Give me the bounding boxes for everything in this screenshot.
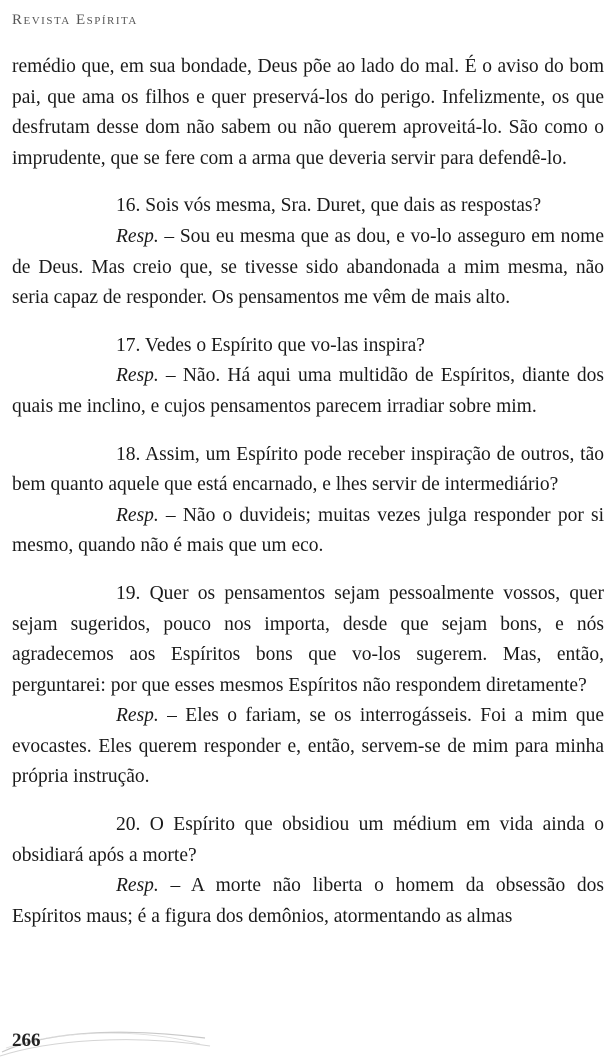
question-16: 16. Sois vós mesma, Sra. Duret, que dais as respostas?	[116, 195, 542, 217]
running-header: Revista Espírita	[12, 12, 138, 28]
answer-text: – Não. Há aqui uma multidão de Espíritos, diante dos quais me inclino, e cujos pensamentos parecem irradiar sobre mim.	[12, 365, 604, 417]
resp-label: Resp.	[116, 705, 159, 727]
resp-label: Resp.	[116, 504, 159, 526]
resp-label: Resp.	[116, 875, 159, 897]
resp-label: Resp.	[116, 225, 159, 247]
paragraph-intro: remédio que, em sua bondade, Deus põe ao lado do mal. É o aviso do bom pai, que ama os filhos e quer preservá-los do perigo. Infelizmente, os que desfrutam desse dom não sabem ou não querem aproveitá-lo. São como o imprudente, que se fere com a arma que deveria servir para defendê-lo.	[12, 56, 604, 169]
question-17: 17. Vedes o Espírito que vo-las inspira?	[116, 334, 425, 356]
answer-19	[12, 701, 604, 793]
answer-text: – Não o duvideis; muitas vezes julga responder por si mesmo, quando não é mais que um eco.	[12, 504, 604, 557]
answer-18	[12, 501, 604, 562]
answer-text: – Eles o fariam, se os interrogásseis. Foi a mim que evocastes. Eles querem responder e, então, servem-se de mim para minha própria instrução.	[12, 705, 604, 788]
question-19: 19. Quer os pensamentos sejam pessoalmente vossos, quer sejam sugeridos, pouco nos importa, desde que sejam bons, e nós agradecemos aos Espíritos bons que vo-los sugerem. Mas, então, perguntarei: por que esses mesmos Espíritos não respondem diretamente?	[12, 582, 604, 696]
answer-text: – A morte não liberta o homem da obsessão dos Espíritos maus; é a figura dos demônios, atormentando as almas	[12, 875, 604, 927]
answer-20	[12, 871, 604, 932]
question-20: 20. O Espírito que obsidiou um médium em vida ainda o obsidiará após a morte?	[12, 814, 604, 866]
question-18: 18. Assim, um Espírito pode receber inspiração de outros, tão bem quanto aquele que está encarnado, e lhes servir de intermediário?	[12, 443, 604, 496]
answer-16	[12, 222, 604, 314]
resp-label: Resp.	[116, 365, 159, 387]
answer-text: – Sou eu mesma que as dou, e vo-lo asseguro em nome de Deus. Mas creio que, se tivesse sido abandonada a mim mesma, não seria capaz de responder. Os pensamentos me vêm de mais alto.	[12, 225, 604, 309]
page-number: 266	[12, 1030, 41, 1051]
answer-17	[12, 361, 604, 422]
body-text	[12, 52, 604, 932]
